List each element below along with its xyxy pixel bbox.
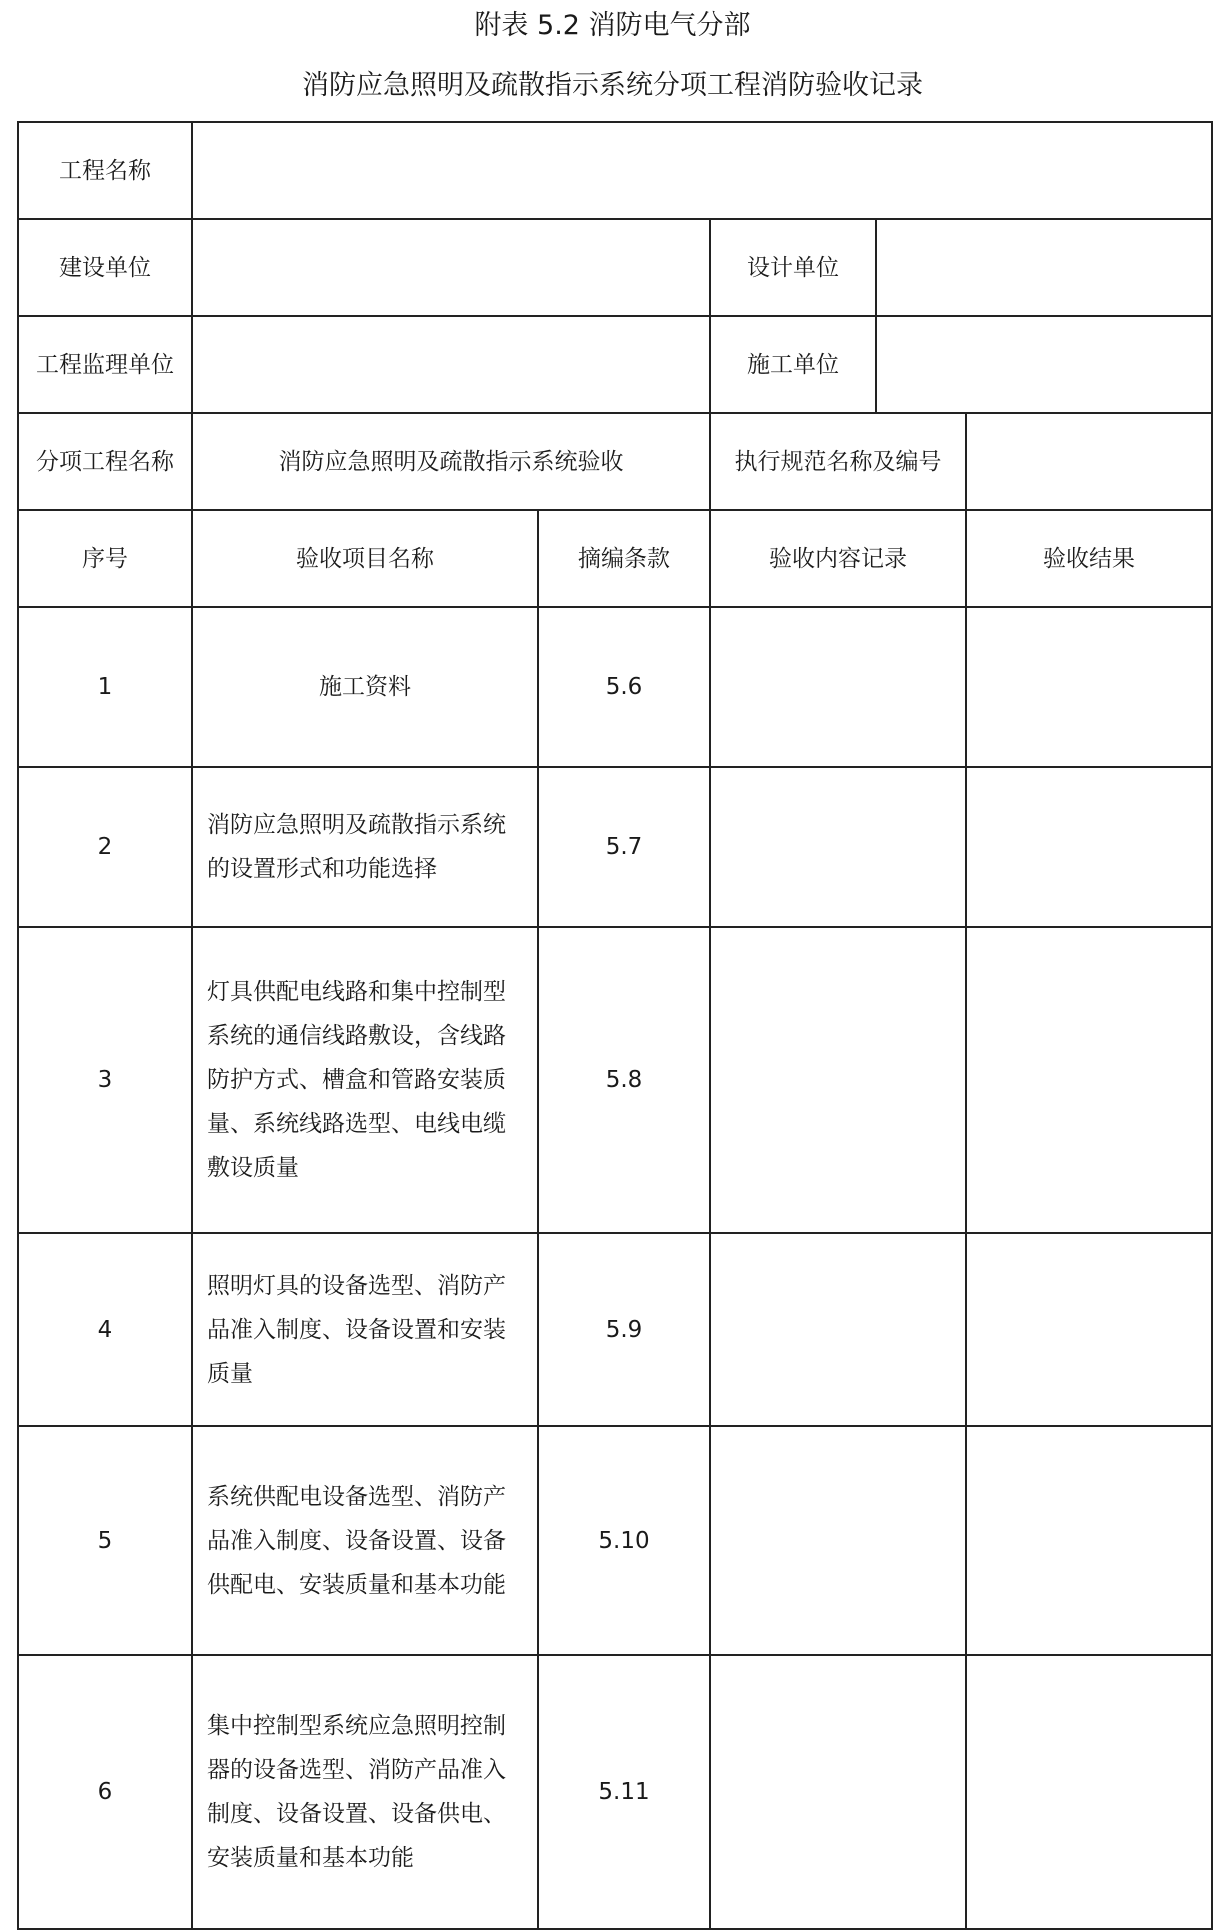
- table-row: [18, 1426, 1212, 1655]
- row-no: 4: [18, 1233, 192, 1426]
- designer-label: 设计单位: [710, 219, 876, 316]
- table-row: [18, 1233, 1212, 1426]
- row-result[interactable]: [966, 927, 1212, 1233]
- row-item: 集中控制型系统应急照明控制器的设备选型、消防产品准入制度、设备设置、设备供电、安装质量和基本功能: [192, 1655, 538, 1929]
- row-no: 6: [18, 1655, 192, 1929]
- row-no: 3: [18, 927, 192, 1233]
- row-result[interactable]: [966, 607, 1212, 767]
- form-title: 消防应急照明及疏散指示系统分项工程消防验收记录: [302, 70, 923, 101]
- subproject-label: 分项工程名称: [18, 413, 192, 510]
- constructor-label: 施工单位: [710, 316, 876, 413]
- builder-value[interactable]: [192, 219, 710, 316]
- row-clause: 5.10: [538, 1426, 710, 1655]
- table-row: [18, 927, 1212, 1233]
- subproject-value: 消防应急照明及疏散指示系统验收: [192, 413, 710, 510]
- designer-value[interactable]: [876, 219, 1212, 316]
- supervisor-label: 工程监理单位: [18, 316, 192, 413]
- row-result[interactable]: [966, 1426, 1212, 1655]
- row-item: 施工资料: [192, 607, 538, 767]
- supervisor-value[interactable]: [192, 316, 710, 413]
- table-row: [18, 1655, 1212, 1929]
- row-result[interactable]: [966, 767, 1212, 927]
- project-name-value[interactable]: [192, 122, 1212, 219]
- row-no: 2: [18, 767, 192, 927]
- row-record[interactable]: [710, 1655, 966, 1929]
- column-header-result: 验收结果: [966, 510, 1212, 607]
- builder-label: 建设单位: [18, 219, 192, 316]
- row-result[interactable]: [966, 1655, 1212, 1929]
- row-record[interactable]: [710, 607, 966, 767]
- subproject-row: [18, 413, 1212, 510]
- column-header-no: 序号: [18, 510, 192, 607]
- row-no: 5: [18, 1426, 192, 1655]
- table-row: [18, 607, 1212, 767]
- row-item: 照明灯具的设备选型、消防产品准入制度、设备设置和安装质量: [192, 1233, 538, 1426]
- constructor-value[interactable]: [876, 316, 1212, 413]
- row-record[interactable]: [710, 927, 966, 1233]
- project-name-row: [18, 122, 1212, 219]
- row-clause: 5.8: [538, 927, 710, 1233]
- column-header-clause: 摘编条款: [538, 510, 710, 607]
- standard-label: 执行规范名称及编号: [710, 413, 966, 510]
- standard-value[interactable]: [966, 413, 1212, 510]
- row-record[interactable]: [710, 1233, 966, 1426]
- project-name-label: 工程名称: [18, 122, 192, 219]
- table-caption: 附表 5.2 消防电气分部: [474, 10, 751, 41]
- column-header-row: [18, 510, 1212, 607]
- row-clause: 5.9: [538, 1233, 710, 1426]
- row-record[interactable]: [710, 1426, 966, 1655]
- row-item: 灯具供配电线路和集中控制型系统的通信线路敷设，含线路防护方式、槽盒和管路安装质量、系统线路选型、电线电缆敷设质量: [192, 927, 538, 1233]
- table-row: [18, 767, 1212, 927]
- row-no: 1: [18, 607, 192, 767]
- row-clause: 5.7: [538, 767, 710, 927]
- supervisor-row: [18, 316, 1212, 413]
- column-header-record: 验收内容记录: [710, 510, 966, 607]
- row-result[interactable]: [966, 1233, 1212, 1426]
- row-clause: 5.11: [538, 1655, 710, 1929]
- column-header-item: 验收项目名称: [192, 510, 538, 607]
- row-record[interactable]: [710, 767, 966, 927]
- row-item: 系统供配电设备选型、消防产品准入制度、设备设置、设备供配电、安装质量和基本功能: [192, 1426, 538, 1655]
- acceptance-record-table: [17, 121, 1213, 1930]
- row-item: 消防应急照明及疏散指示系统的设置形式和功能选择: [192, 767, 538, 927]
- row-clause: 5.6: [538, 607, 710, 767]
- builder-row: [18, 219, 1212, 316]
